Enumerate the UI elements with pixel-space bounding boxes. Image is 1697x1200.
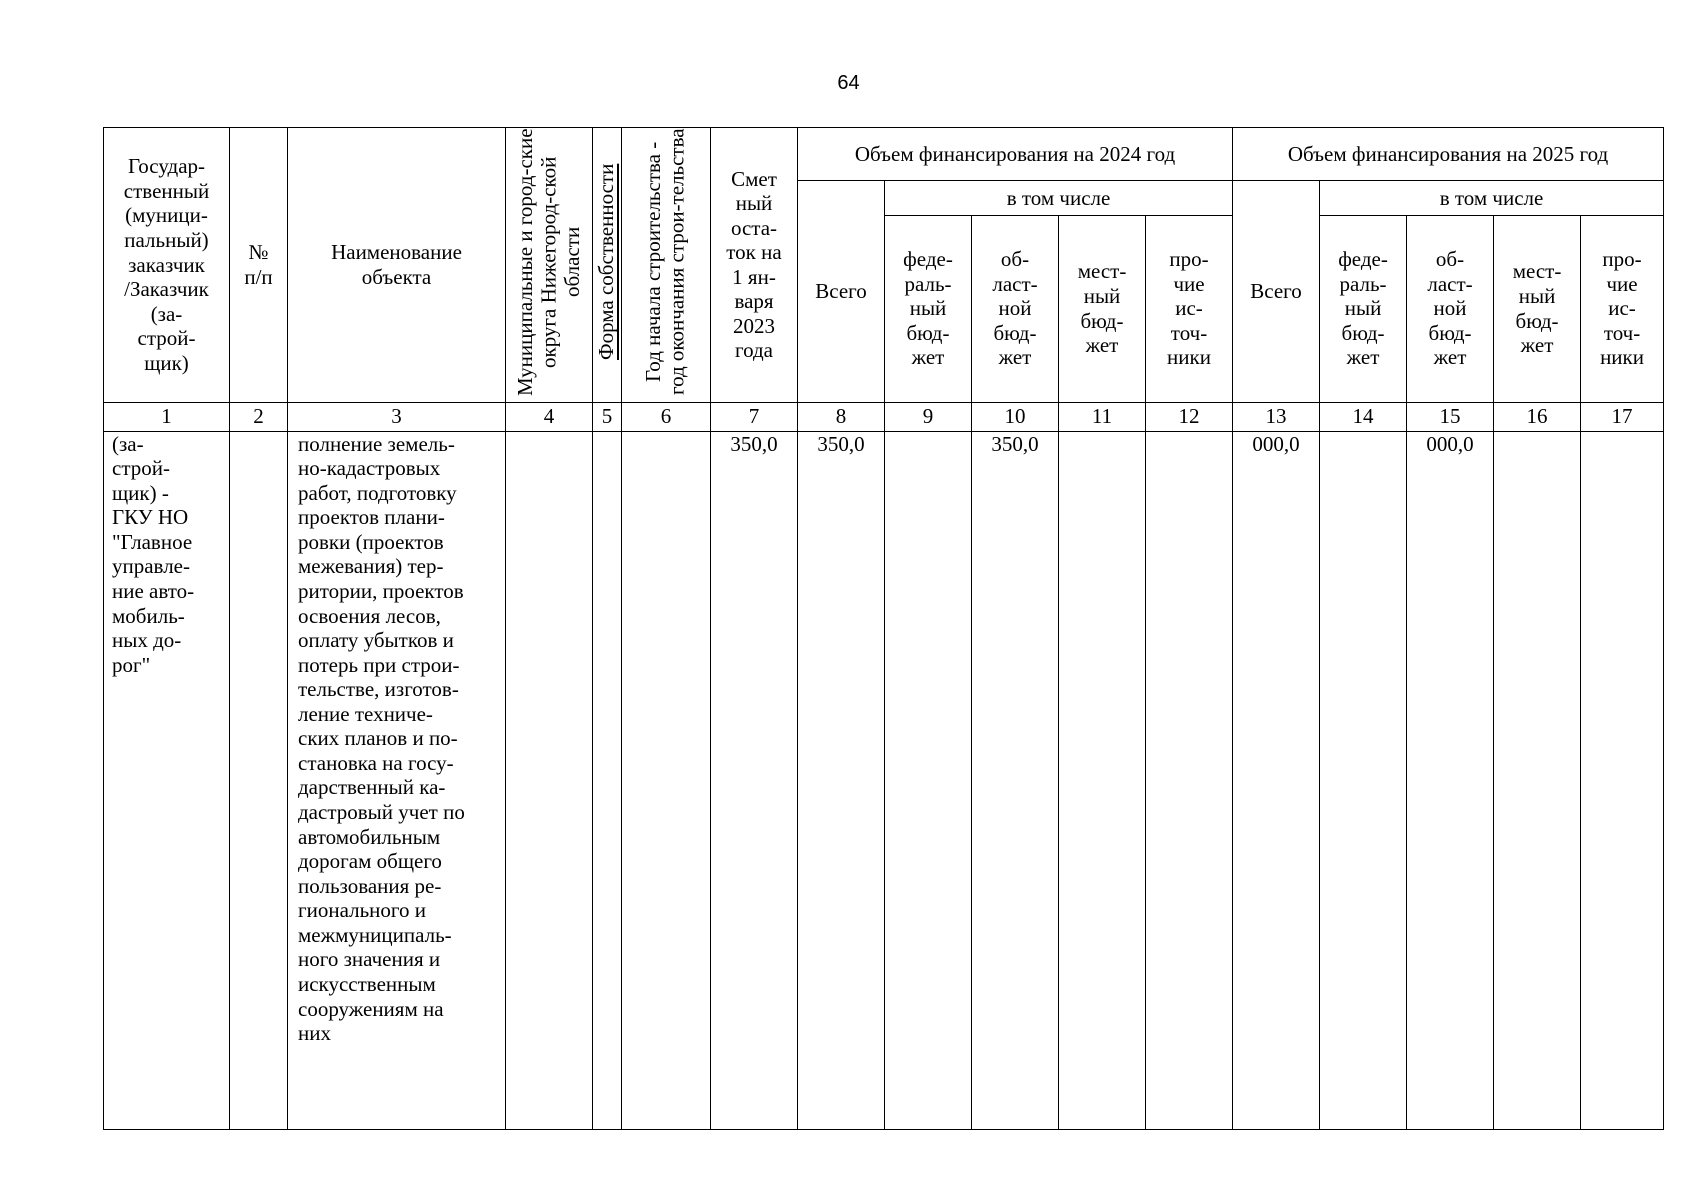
cell-other-2025 [1581, 431, 1664, 1129]
cell-federal-2025 [1320, 431, 1407, 1129]
header-federal-2025: феде- раль- ный бюд- жет [1320, 215, 1407, 402]
cell-regional-2025: 000,0 [1407, 431, 1494, 1129]
header-years-text: Год начала строительства - год окончания строи-тельства [641, 128, 689, 396]
column-number: 16 [1494, 402, 1581, 431]
header-including-2024: в том числе [885, 181, 1233, 216]
column-number: 11 [1059, 402, 1146, 431]
header-regional-2025: об- ласт- ной бюд- жет [1407, 215, 1494, 402]
cell-local-2025 [1494, 431, 1581, 1129]
header-estimate: Смет ный оста- ток на 1 ян- варя 2023 года [711, 128, 798, 403]
cell-federal-2024 [885, 431, 972, 1129]
column-number: 4 [506, 402, 593, 431]
header-local-2025: мест- ный бюд- жет [1494, 215, 1581, 402]
header-row-1 [104, 128, 1664, 181]
cell-total-2025: 000,0 [1233, 431, 1320, 1129]
table-row [104, 431, 1664, 1129]
column-number: 12 [1146, 402, 1233, 431]
page-number: 64 [837, 72, 860, 94]
cell-estimate: 350,0 [711, 431, 798, 1129]
column-number: 2 [230, 402, 288, 431]
header-customer: Государ- ственный (муници- пальный) заказчик /Заказчик (за- строй- щик) [104, 128, 230, 403]
header-financing-2025: Объем финансирования на 2025 год [1233, 128, 1664, 181]
cell-other-2024 [1146, 431, 1233, 1129]
column-number: 6 [622, 402, 711, 431]
header-total-2025: Всего [1233, 181, 1320, 403]
column-number: 15 [1407, 402, 1494, 431]
header-municipal-text: Муниципальные и город-ские округа Нижегород-ской области [512, 128, 584, 396]
header-including-2025: в том числе [1320, 181, 1664, 216]
column-number: 3 [288, 402, 506, 431]
cell-customer: (за- строй- щик) - ГКУ НО "Главное управле- ние авто- мобиль- ных до- рог" [104, 431, 230, 1129]
header-federal-2024: феде- раль- ный бюд- жет [885, 215, 972, 402]
financing-table [103, 127, 1664, 1130]
header-financing-2024: Объем финансирования на 2024 год [798, 128, 1233, 181]
header-years [622, 128, 711, 403]
column-numbers-row [104, 402, 1664, 431]
cell-number [230, 431, 288, 1129]
header-ownership [593, 128, 622, 403]
column-number: 9 [885, 402, 972, 431]
header-number: № п/п [230, 128, 288, 403]
cell-object-name: полнение земель- но-кадастровых работ, подготовку проектов плани- ровки (проектов межевания) тер- ритории, проектов освоения лесов, оплату убытков и потерь при строи- тельстве, изготов- ление техниче- ских планов и по- становка на госу- дарственный ка- дастровый учет по автомобильным дорогам общего пользования ре- гионального и межмуниципаль- ного значения и искусственным сооружениям на них [288, 431, 506, 1129]
header-other-2025: про- чие ис- точ- ники [1581, 215, 1664, 402]
header-local-2024: мест- ный бюд- жет [1059, 215, 1146, 402]
column-number: 1 [104, 402, 230, 431]
header-ownership-text: Форма собственности [594, 163, 619, 361]
column-number: 7 [711, 402, 798, 431]
cell-total-2024: 350,0 [798, 431, 885, 1129]
header-regional-2024: об- ласт- ной бюд- жет [972, 215, 1059, 402]
column-number: 14 [1320, 402, 1407, 431]
cell-regional-2024: 350,0 [972, 431, 1059, 1129]
column-number: 5 [593, 402, 622, 431]
cell-ownership [593, 431, 622, 1129]
header-object-name: Наименование объекта [288, 128, 506, 403]
column-number: 17 [1581, 402, 1664, 431]
column-number: 10 [972, 402, 1059, 431]
cell-years [622, 431, 711, 1129]
header-municipal [506, 128, 593, 403]
header-total-2024: Всего [798, 181, 885, 403]
column-number: 8 [798, 402, 885, 431]
cell-municipal [506, 431, 593, 1129]
cell-local-2024 [1059, 431, 1146, 1129]
header-other-2024: про- чие ис- точ- ники [1146, 215, 1233, 402]
column-number: 13 [1233, 402, 1320, 431]
